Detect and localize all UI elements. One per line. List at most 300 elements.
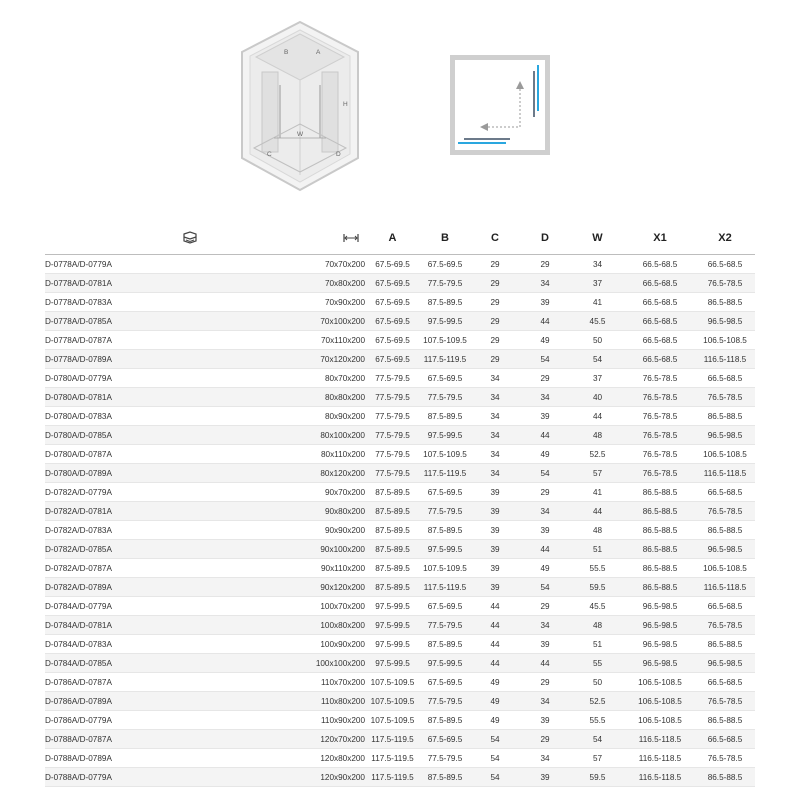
a-cell: 87.5-89.5 xyxy=(365,578,420,597)
w-cell: 41 xyxy=(570,293,625,312)
x2-cell: 116.5-118.5 xyxy=(695,464,755,483)
x1-cell: 116.5-118.5 xyxy=(625,768,695,787)
b-cell: 67.5-69.5 xyxy=(420,597,470,616)
model-cell: D-0780A/D-0779A xyxy=(45,369,255,388)
size-cell: 90x120x200 xyxy=(255,578,365,597)
d-cell: 44 xyxy=(520,312,570,331)
d-cell: 29 xyxy=(520,730,570,749)
table-row xyxy=(45,768,755,787)
c-cell: 29 xyxy=(470,293,520,312)
w-cell: 51 xyxy=(570,635,625,654)
table-row xyxy=(45,502,755,521)
b-cell: 67.5-69.5 xyxy=(420,483,470,502)
table-row xyxy=(45,331,755,350)
table-row xyxy=(45,464,755,483)
x2-cell: 76.5-78.5 xyxy=(695,749,755,768)
d-cell: 34 xyxy=(520,388,570,407)
size-cell: 120x80x200 xyxy=(255,749,365,768)
table-row xyxy=(45,730,755,749)
diagram-label-a: A xyxy=(316,49,321,56)
w-cell: 44 xyxy=(570,407,625,426)
model-cell: D-0784A/D-0779A xyxy=(45,597,255,616)
x2-cell: 86.5-88.5 xyxy=(695,768,755,787)
x2-cell: 66.5-68.5 xyxy=(695,369,755,388)
diagram-label-b: B xyxy=(284,49,289,56)
model-cell: D-0784A/D-0783A xyxy=(45,635,255,654)
x2-cell: 106.5-108.5 xyxy=(695,559,755,578)
a-cell: 87.5-89.5 xyxy=(365,521,420,540)
x1-cell: 116.5-118.5 xyxy=(625,749,695,768)
plan-floor xyxy=(455,60,545,150)
column-header-x2: X2 xyxy=(695,222,755,255)
c-cell: 29 xyxy=(470,350,520,369)
w-cell: 55 xyxy=(570,654,625,673)
x2-cell: 96.5-98.5 xyxy=(695,312,755,331)
table-row xyxy=(45,388,755,407)
a-cell: 87.5-89.5 xyxy=(365,559,420,578)
table-row xyxy=(45,673,755,692)
column-header-x1: X1 xyxy=(625,222,695,255)
c-cell: 44 xyxy=(470,654,520,673)
size-cell: 70x70x200 xyxy=(255,255,365,274)
b-cell: 67.5-69.5 xyxy=(420,255,470,274)
model-cell: D-0784A/D-0785A xyxy=(45,654,255,673)
b-cell: 97.5-99.5 xyxy=(420,540,470,559)
b-cell: 87.5-89.5 xyxy=(420,635,470,654)
specification-table xyxy=(45,222,755,787)
table-row xyxy=(45,521,755,540)
w-cell: 52.5 xyxy=(570,445,625,464)
table-row xyxy=(45,369,755,388)
x1-cell: 106.5-108.5 xyxy=(625,673,695,692)
d-cell: 54 xyxy=(520,350,570,369)
c-cell: 34 xyxy=(470,445,520,464)
model-cell: D-0782A/D-0789A xyxy=(45,578,255,597)
c-cell: 54 xyxy=(470,768,520,787)
model-cell: D-0782A/D-0787A xyxy=(45,559,255,578)
d-cell: 54 xyxy=(520,464,570,483)
b-cell: 77.5-79.5 xyxy=(420,616,470,635)
d-cell: 34 xyxy=(520,616,570,635)
table-row xyxy=(45,445,755,464)
c-cell: 29 xyxy=(470,274,520,293)
a-cell: 77.5-79.5 xyxy=(365,369,420,388)
shower-enclosure-diagram xyxy=(240,20,360,192)
table-row xyxy=(45,407,755,426)
d-cell: 34 xyxy=(520,692,570,711)
d-cell: 34 xyxy=(520,749,570,768)
x1-cell: 86.5-88.5 xyxy=(625,559,695,578)
d-cell: 44 xyxy=(520,654,570,673)
table-row xyxy=(45,597,755,616)
a-cell: 97.5-99.5 xyxy=(365,597,420,616)
w-cell: 57 xyxy=(570,464,625,483)
a-cell: 107.5-109.5 xyxy=(365,711,420,730)
size-cell: 120x90x200 xyxy=(255,768,365,787)
model-cell: D-0788A/D-0779A xyxy=(45,768,255,787)
x2-cell: 96.5-98.5 xyxy=(695,654,755,673)
a-cell: 67.5-69.5 xyxy=(365,274,420,293)
model-cell: D-0782A/D-0783A xyxy=(45,521,255,540)
x2-cell: 96.5-98.5 xyxy=(695,540,755,559)
x2-cell: 86.5-88.5 xyxy=(695,635,755,654)
x2-cell: 66.5-68.5 xyxy=(695,255,755,274)
c-cell: 29 xyxy=(470,255,520,274)
d-cell: 39 xyxy=(520,521,570,540)
model-cell: D-0780A/D-0785A xyxy=(45,426,255,445)
size-cell: 100x90x200 xyxy=(255,635,365,654)
x2-cell: 86.5-88.5 xyxy=(695,711,755,730)
table-row xyxy=(45,293,755,312)
x2-cell: 116.5-118.5 xyxy=(695,578,755,597)
size-cell: 70x80x200 xyxy=(255,274,365,293)
w-cell: 40 xyxy=(570,388,625,407)
w-cell: 59.5 xyxy=(570,578,625,597)
x2-cell: 106.5-108.5 xyxy=(695,331,755,350)
x1-cell: 96.5-98.5 xyxy=(625,635,695,654)
d-cell: 54 xyxy=(520,578,570,597)
size-column-header xyxy=(255,222,365,255)
model-cell: D-0780A/D-0783A xyxy=(45,407,255,426)
a-cell: 87.5-89.5 xyxy=(365,483,420,502)
c-cell: 34 xyxy=(470,464,520,483)
w-cell: 37 xyxy=(570,369,625,388)
d-cell: 44 xyxy=(520,426,570,445)
x1-cell: 66.5-68.5 xyxy=(625,331,695,350)
x1-cell: 116.5-118.5 xyxy=(625,730,695,749)
size-cell: 80x90x200 xyxy=(255,407,365,426)
a-cell: 107.5-109.5 xyxy=(365,692,420,711)
c-cell: 29 xyxy=(470,312,520,331)
model-cell: D-0782A/D-0785A xyxy=(45,540,255,559)
size-cell: 100x100x200 xyxy=(255,654,365,673)
diagram-label-w: W xyxy=(297,131,304,138)
x1-cell: 96.5-98.5 xyxy=(625,616,695,635)
w-cell: 54 xyxy=(570,730,625,749)
b-cell: 67.5-69.5 xyxy=(420,730,470,749)
a-cell: 77.5-79.5 xyxy=(365,464,420,483)
table-body xyxy=(45,255,755,787)
b-cell: 77.5-79.5 xyxy=(420,749,470,768)
size-cell: 110x80x200 xyxy=(255,692,365,711)
c-cell: 34 xyxy=(470,388,520,407)
size-cell: 70x120x200 xyxy=(255,350,365,369)
x1-cell: 96.5-98.5 xyxy=(625,597,695,616)
b-cell: 87.5-89.5 xyxy=(420,521,470,540)
size-cell: 70x100x200 xyxy=(255,312,365,331)
size-cell: 100x70x200 xyxy=(255,597,365,616)
w-cell: 51 xyxy=(570,540,625,559)
model-cell: D-0780A/D-0787A xyxy=(45,445,255,464)
x2-cell: 66.5-68.5 xyxy=(695,673,755,692)
a-cell: 77.5-79.5 xyxy=(365,445,420,464)
x2-cell: 116.5-118.5 xyxy=(695,350,755,369)
a-cell: 77.5-79.5 xyxy=(365,388,420,407)
x1-cell: 66.5-68.5 xyxy=(625,350,695,369)
b-cell: 107.5-109.5 xyxy=(420,331,470,350)
w-cell: 50 xyxy=(570,331,625,350)
c-cell: 49 xyxy=(470,711,520,730)
column-header-a: A xyxy=(365,222,420,255)
x2-cell: 76.5-78.5 xyxy=(695,616,755,635)
d-cell: 39 xyxy=(520,635,570,654)
b-cell: 87.5-89.5 xyxy=(420,711,470,730)
model-cell: D-0786A/D-0789A xyxy=(45,692,255,711)
d-cell: 49 xyxy=(520,559,570,578)
b-cell: 87.5-89.5 xyxy=(420,768,470,787)
size-cell: 120x70x200 xyxy=(255,730,365,749)
x1-cell: 76.5-78.5 xyxy=(625,388,695,407)
a-cell: 67.5-69.5 xyxy=(365,255,420,274)
model-column-header xyxy=(45,222,255,255)
table-header-row xyxy=(45,222,755,255)
x2-cell: 86.5-88.5 xyxy=(695,521,755,540)
x2-cell: 76.5-78.5 xyxy=(695,274,755,293)
d-cell: 29 xyxy=(520,673,570,692)
diagram-label-h: H xyxy=(343,101,348,108)
d-cell: 34 xyxy=(520,502,570,521)
c-cell: 49 xyxy=(470,692,520,711)
x1-cell: 86.5-88.5 xyxy=(625,578,695,597)
w-cell: 55.5 xyxy=(570,559,625,578)
b-cell: 77.5-79.5 xyxy=(420,388,470,407)
table-row xyxy=(45,635,755,654)
c-cell: 54 xyxy=(470,730,520,749)
size-cell: 70x110x200 xyxy=(255,331,365,350)
b-cell: 67.5-69.5 xyxy=(420,369,470,388)
model-cell: D-0782A/D-0779A xyxy=(45,483,255,502)
column-header-d: D xyxy=(520,222,570,255)
w-cell: 37 xyxy=(570,274,625,293)
diagram-label-d: D xyxy=(336,151,341,158)
size-cell: 110x70x200 xyxy=(255,673,365,692)
model-cell: D-0782A/D-0781A xyxy=(45,502,255,521)
table-row xyxy=(45,483,755,502)
b-cell: 117.5-119.5 xyxy=(420,350,470,369)
w-cell: 44 xyxy=(570,502,625,521)
column-header-w: W xyxy=(570,222,625,255)
w-cell: 45.5 xyxy=(570,312,625,331)
x2-cell: 66.5-68.5 xyxy=(695,483,755,502)
x1-cell: 66.5-68.5 xyxy=(625,312,695,331)
a-cell: 77.5-79.5 xyxy=(365,426,420,445)
x1-cell: 86.5-88.5 xyxy=(625,540,695,559)
model-cell: D-0786A/D-0787A xyxy=(45,673,255,692)
c-cell: 39 xyxy=(470,540,520,559)
x1-cell: 66.5-68.5 xyxy=(625,293,695,312)
a-cell: 77.5-79.5 xyxy=(365,407,420,426)
model-cell: D-0778A/D-0789A xyxy=(45,350,255,369)
x2-cell: 66.5-68.5 xyxy=(695,730,755,749)
d-cell: 49 xyxy=(520,445,570,464)
c-cell: 34 xyxy=(470,426,520,445)
x1-cell: 96.5-98.5 xyxy=(625,654,695,673)
b-cell: 77.5-79.5 xyxy=(420,274,470,293)
w-cell: 57 xyxy=(570,749,625,768)
column-header-b: B xyxy=(420,222,470,255)
x2-cell: 86.5-88.5 xyxy=(695,293,755,312)
d-cell: 44 xyxy=(520,540,570,559)
table-row xyxy=(45,692,755,711)
x2-cell: 106.5-108.5 xyxy=(695,445,755,464)
b-cell: 87.5-89.5 xyxy=(420,407,470,426)
x1-cell: 76.5-78.5 xyxy=(625,369,695,388)
w-cell: 48 xyxy=(570,616,625,635)
model-cell: D-0778A/D-0785A xyxy=(45,312,255,331)
d-cell: 39 xyxy=(520,711,570,730)
d-cell: 39 xyxy=(520,768,570,787)
table-row xyxy=(45,711,755,730)
w-cell: 54 xyxy=(570,350,625,369)
size-cell: 80x70x200 xyxy=(255,369,365,388)
c-cell: 39 xyxy=(470,502,520,521)
table-row xyxy=(45,578,755,597)
b-cell: 117.5-119.5 xyxy=(420,464,470,483)
a-cell: 107.5-109.5 xyxy=(365,673,420,692)
plan-view-diagram xyxy=(450,55,550,155)
a-cell: 117.5-119.5 xyxy=(365,730,420,749)
d-cell: 39 xyxy=(520,407,570,426)
table-row xyxy=(45,616,755,635)
size-cell: 90x90x200 xyxy=(255,521,365,540)
w-cell: 50 xyxy=(570,673,625,692)
model-cell: D-0784A/D-0781A xyxy=(45,616,255,635)
c-cell: 39 xyxy=(470,559,520,578)
size-cell: 90x110x200 xyxy=(255,559,365,578)
x2-cell: 76.5-78.5 xyxy=(695,692,755,711)
d-cell: 49 xyxy=(520,331,570,350)
a-cell: 97.5-99.5 xyxy=(365,635,420,654)
b-cell: 117.5-119.5 xyxy=(420,578,470,597)
model-cell: D-0786A/D-0779A xyxy=(45,711,255,730)
c-cell: 49 xyxy=(470,673,520,692)
x1-cell: 86.5-88.5 xyxy=(625,483,695,502)
a-cell: 97.5-99.5 xyxy=(365,654,420,673)
a-cell: 97.5-99.5 xyxy=(365,616,420,635)
w-cell: 59.5 xyxy=(570,768,625,787)
w-cell: 34 xyxy=(570,255,625,274)
x1-cell: 76.5-78.5 xyxy=(625,464,695,483)
d-cell: 39 xyxy=(520,293,570,312)
model-cell: D-0778A/D-0787A xyxy=(45,331,255,350)
x1-cell: 106.5-108.5 xyxy=(625,692,695,711)
c-cell: 34 xyxy=(470,407,520,426)
c-cell: 39 xyxy=(470,483,520,502)
d-cell: 29 xyxy=(520,597,570,616)
model-cell: D-0780A/D-0781A xyxy=(45,388,255,407)
w-cell: 48 xyxy=(570,521,625,540)
table-row xyxy=(45,312,755,331)
c-cell: 39 xyxy=(470,521,520,540)
d-cell: 29 xyxy=(520,483,570,502)
table-row xyxy=(45,274,755,293)
x1-cell: 76.5-78.5 xyxy=(625,407,695,426)
a-cell: 87.5-89.5 xyxy=(365,502,420,521)
size-cell: 70x90x200 xyxy=(255,293,365,312)
b-cell: 77.5-79.5 xyxy=(420,502,470,521)
table-row xyxy=(45,540,755,559)
shower-tray-icon xyxy=(182,231,198,245)
width-arrows-icon xyxy=(343,233,359,243)
w-cell: 48 xyxy=(570,426,625,445)
model-cell: D-0778A/D-0783A xyxy=(45,293,255,312)
model-cell: D-0780A/D-0789A xyxy=(45,464,255,483)
model-cell: D-0778A/D-0779A xyxy=(45,255,255,274)
table-row xyxy=(45,749,755,768)
size-cell: 90x70x200 xyxy=(255,483,365,502)
size-cell: 90x80x200 xyxy=(255,502,365,521)
a-cell: 67.5-69.5 xyxy=(365,331,420,350)
x1-cell: 86.5-88.5 xyxy=(625,521,695,540)
table-row xyxy=(45,255,755,274)
x2-cell: 76.5-78.5 xyxy=(695,502,755,521)
d-cell: 29 xyxy=(520,255,570,274)
b-cell: 77.5-79.5 xyxy=(420,692,470,711)
b-cell: 97.5-99.5 xyxy=(420,312,470,331)
b-cell: 67.5-69.5 xyxy=(420,673,470,692)
a-cell: 67.5-69.5 xyxy=(365,293,420,312)
b-cell: 97.5-99.5 xyxy=(420,654,470,673)
size-cell: 80x120x200 xyxy=(255,464,365,483)
x1-cell: 86.5-88.5 xyxy=(625,502,695,521)
c-cell: 44 xyxy=(470,616,520,635)
d-cell: 29 xyxy=(520,369,570,388)
w-cell: 41 xyxy=(570,483,625,502)
a-cell: 117.5-119.5 xyxy=(365,768,420,787)
b-cell: 107.5-109.5 xyxy=(420,559,470,578)
a-cell: 67.5-69.5 xyxy=(365,312,420,331)
x1-cell: 66.5-68.5 xyxy=(625,274,695,293)
x2-cell: 86.5-88.5 xyxy=(695,407,755,426)
d-cell: 34 xyxy=(520,274,570,293)
c-cell: 54 xyxy=(470,749,520,768)
c-cell: 44 xyxy=(470,635,520,654)
w-cell: 45.5 xyxy=(570,597,625,616)
b-cell: 87.5-89.5 xyxy=(420,293,470,312)
column-header-c: C xyxy=(470,222,520,255)
table-row xyxy=(45,654,755,673)
x1-cell: 66.5-68.5 xyxy=(625,255,695,274)
x2-cell: 96.5-98.5 xyxy=(695,426,755,445)
x1-cell: 76.5-78.5 xyxy=(625,445,695,464)
c-cell: 29 xyxy=(470,331,520,350)
model-cell: D-0778A/D-0781A xyxy=(45,274,255,293)
size-cell: 80x100x200 xyxy=(255,426,365,445)
a-cell: 67.5-69.5 xyxy=(365,350,420,369)
b-cell: 107.5-109.5 xyxy=(420,445,470,464)
w-cell: 52.5 xyxy=(570,692,625,711)
size-cell: 110x90x200 xyxy=(255,711,365,730)
c-cell: 44 xyxy=(470,597,520,616)
model-cell: D-0788A/D-0789A xyxy=(45,749,255,768)
x1-cell: 76.5-78.5 xyxy=(625,426,695,445)
size-cell: 80x110x200 xyxy=(255,445,365,464)
a-cell: 117.5-119.5 xyxy=(365,749,420,768)
model-cell: D-0788A/D-0787A xyxy=(45,730,255,749)
a-cell: 87.5-89.5 xyxy=(365,540,420,559)
w-cell: 55.5 xyxy=(570,711,625,730)
x2-cell: 76.5-78.5 xyxy=(695,388,755,407)
x2-cell: 66.5-68.5 xyxy=(695,597,755,616)
b-cell: 97.5-99.5 xyxy=(420,426,470,445)
size-cell: 90x100x200 xyxy=(255,540,365,559)
size-cell: 80x80x200 xyxy=(255,388,365,407)
table-row xyxy=(45,559,755,578)
c-cell: 34 xyxy=(470,369,520,388)
table-row xyxy=(45,350,755,369)
size-cell: 100x80x200 xyxy=(255,616,365,635)
table-row xyxy=(45,426,755,445)
